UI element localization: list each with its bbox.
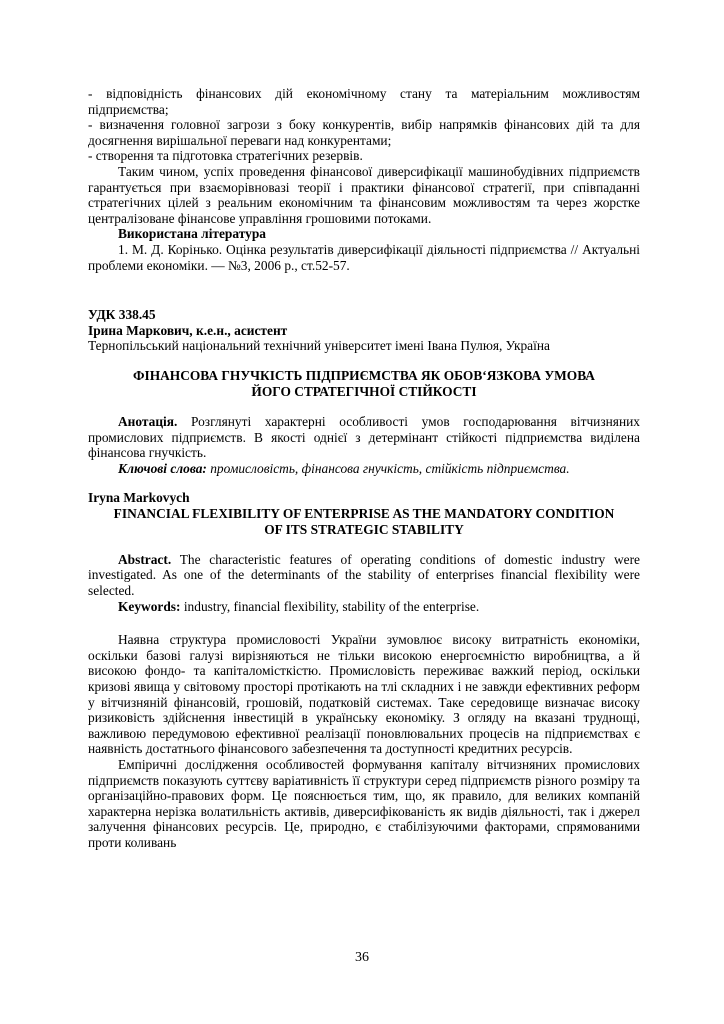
author-name: Ірина Маркович, к.е.н., асистент bbox=[88, 322, 288, 338]
abstract-text: The characteristic features of operating conditions of domestic industry were investigated. As one of the determinants of the stability of enterprises financial flexibility were selected. bbox=[88, 551, 640, 599]
keywords-ua-text: промисловість, фінансова гнучкість, стійкість підприємства. bbox=[206, 460, 570, 476]
annotation-text: Розглянуті характерні особливості умов господарювання вітчизняних промислових підприємств. В якості однієї з детермінант стійкості підприємства виділена фінансова гнучкість. bbox=[88, 413, 640, 461]
keywords-en-text: industry, financial flexibility, stability of the enterprise. bbox=[180, 598, 480, 614]
author-name-en: Iryna Markovych bbox=[88, 490, 190, 506]
bullet-1: - відповідність фінансових дій економічному стану та матеріальним можливостям підприємства; bbox=[88, 86, 640, 117]
references-heading: Використана література bbox=[118, 226, 266, 242]
keywords-en-paragraph bbox=[88, 599, 640, 615]
annotation-paragraph bbox=[88, 414, 640, 461]
abstract-label: Abstract. bbox=[118, 551, 172, 567]
article-title-en-line-1: FINANCIAL FLEXIBILITY OF ENTERPRISE AS THE MANDATORY CONDITION bbox=[113, 505, 615, 521]
page-content bbox=[88, 86, 640, 851]
annotation-label: Анотація. bbox=[118, 413, 178, 429]
article-title-line-1: ФІНАНСОВА ГНУЧКІСТЬ ПІДПРИЄМСТВА ЯК ОБОВ‘ЯЗКОВА УМОВА bbox=[133, 367, 595, 383]
author-affiliation: Тернопільський національний технічний університет імені Івана Пулюя, Україна bbox=[88, 338, 550, 354]
bullet-2: - визначення головної загрози з боку конкурентів, вибір напрямків фінансових дій та для досягнення вирішальної переваги над конкурентами; bbox=[88, 117, 640, 148]
body-paragraph-1: Наявна структура промисловості України зумовлює високу витратність економіки, оскільки базові галузі вирізняються не тільки високою енергоємністю виробництва, а й високою фондо- та капіталомісткістю. Промисловість переживає важкий період, оскільки кризові явища у світовому просторі протікають на тлі складних і не завжди ефективних реформ у вітчизняній фінансовій, грошовій, податковій системах. Таке середовище визначає високу ризиковість здійснення інвестицій в українську економіку. З огляду на вказані труднощі, важливою передумовою ефективної реалізації поновлювальних процесів на підприємствах є наявність достатнього фінансового забезпечення та доступності кредитних ресурсів. bbox=[88, 632, 640, 757]
abstract-paragraph bbox=[88, 552, 640, 599]
body-paragraph-2: Емпіричні дослідження особливостей формування капіталу вітчизняних промислових підприємств показують суттєву варіативність її структури серед підприємств різного розміру та організаційно-правових форм. Це пояснюється тим, що, як правило, для великих компаній характерна нерізка волатильність активів, диверсифікованість як видів діяльності, так і джерел залучення фінансових ресурсів. Це, природно, є стабілізуючими факторами, спрямованими проти коливань bbox=[88, 757, 640, 850]
article-title-line-2: ЙОГО СТРАТЕГІЧНОЇ СТІЙКОСТІ bbox=[251, 383, 477, 399]
page-number: 36 bbox=[355, 950, 369, 965]
udk-code: УДК 338.45 bbox=[88, 307, 156, 323]
keywords-en-label: Keywords: bbox=[118, 598, 181, 614]
article-title-en-line-2: OF ITS STRATEGIC STABILITY bbox=[264, 521, 464, 537]
reference-1: 1. М. Д. Корінько. Оцінка результатів диверсифікації діяльності підприємства // Актуальні проблеми економіки. — №3, 2006 р., ст.52-57. bbox=[88, 241, 640, 273]
conclusion-paragraph: Таким чином, успіх проведення фінансової диверсифікації машинобудівних підприємств гарантується при взаєморівновазі теорії і практики фінансової стратегії, при співпаданні стратегічних цілей з реальним економічним та фінансовим можливостям та через жорстке централізоване фінансове управління грошовими потоками. bbox=[88, 163, 640, 226]
bullet-3: - створення та підготовка стратегічних резервів. bbox=[88, 148, 363, 164]
keywords-ua-paragraph bbox=[88, 461, 640, 477]
keywords-ua-label: Ключові слова: bbox=[118, 460, 207, 476]
